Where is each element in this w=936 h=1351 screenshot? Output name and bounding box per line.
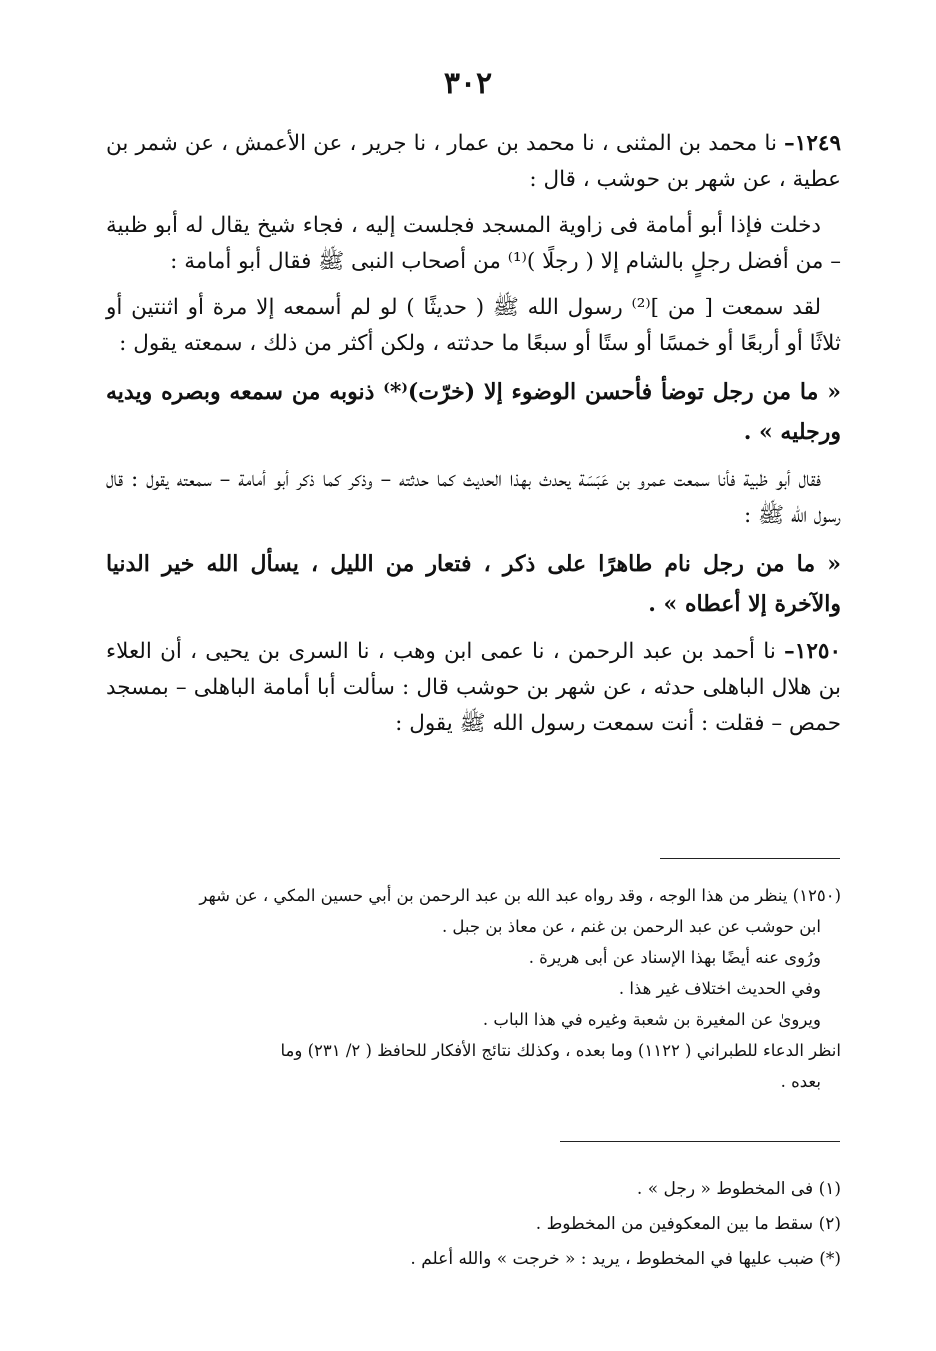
isnad-text: نا أحمد بن عبد الرحمن ، نا عمى ابن وهب ، نا السرى بن يحيى ، أن العلاء بن هلال الباهلى حدثه ، عن شهر بن حوشب قال : سألت أبا أمامة الباهلى – بمسجد حمص – فقلت : أنت سمعت رسول الله ﷺ يقول : bbox=[106, 639, 841, 736]
commentary-block bbox=[106, 880, 841, 1097]
commentary-line: (١٢٥٠) ينظر من هذا الوجه ، وقد رواه عبد الله بن عبد الرحمن بن أبي حسين المكي ، عن شهر bbox=[199, 886, 841, 905]
isnad-text: نا محمد بن المثنى ، نا محمد بن عمار ، نا جرير ، عن الأعمش ، عن شمر بن عطية ، عن شهر بن حوشب ، قال : bbox=[106, 131, 841, 192]
hadith-number: ١٢٤٩– bbox=[784, 131, 841, 156]
footnote: (*) ضبب عليها في المخطوط ، يريد : « خرجت » والله أعلم . bbox=[410, 1249, 841, 1269]
commentary-line: ورُوى عنه أيضًا بهذا الإسناد عن أبى هريرة . bbox=[528, 948, 821, 967]
commentary-line: ويروىٰ عن المغيرة بن شعبة وغيره في هذا الباب . bbox=[482, 1010, 821, 1029]
commentary-line: بعده . bbox=[780, 1072, 821, 1091]
footnote: (٢) سقط ما بين المعكوفين من المخطوط . bbox=[535, 1214, 841, 1234]
hadith-number: ١٢٥٠– bbox=[784, 639, 841, 664]
page-number: ٣٠٢ bbox=[443, 66, 493, 101]
main-text bbox=[106, 126, 841, 752]
footnotes bbox=[106, 1172, 841, 1277]
separator-rule bbox=[560, 1141, 840, 1142]
narration-paragraph: لقد سمعت [ من ]⁽²⁾ رسول الله ﷺ ( حديثًا ) لو لم أسمعه إلا مرة أو اثنتين أو ثلاثًا أو أربعًا أو خمسًا أو ستًا أو سبعًا ما حدثته ، ولكن أكثر من ذلك ، سمعته يقول : bbox=[106, 295, 841, 356]
narration-paragraph: فقال أبو ظبية فأنا سمعت عمرو بن عَبَسَة يحدث بهذا الحديث كما حدثته – وذكر كما ذكر أبو أمامة – سمعته يقول : قال رسول الله ﷺ : bbox=[106, 467, 841, 528]
hadith-1250-isnad bbox=[106, 634, 841, 742]
commentary-line: وفي الحديث اختلاف غير هذا . bbox=[618, 979, 821, 998]
footnote: (١) فى المخطوط « رجل » . bbox=[636, 1179, 841, 1199]
hadith-quote: « ما من رجل توضأ فأحسن الوضوء إلا (خرّت)⁽*⁾ ذنوبه من سمعه وبصره ويديه ورجليه » . bbox=[106, 379, 841, 445]
hadith-quote: « ما من رجل نام طاهرًا على ذكر ، فتعار من الليل ، يسأل الله خير الدنيا والآخرة إلا أعطاه » . bbox=[106, 551, 841, 617]
narration-paragraph: دخلت فإذا أبو أمامة فى زاوية المسجد فجلست إليه ، فجاء شيخ يقال له أبو ظبية – من أفضل رجلٍ بالشام إلا ( رجلًا )⁽¹⁾ من أصحاب النبى ﷺ فقال أبو أمامة : bbox=[106, 213, 841, 274]
separator-rule bbox=[660, 858, 840, 859]
hadith-1249-isnad bbox=[106, 126, 841, 198]
commentary-line: انظر الدعاء للطبراني ( ١١٢٢) وما بعده ، وكذلك نتائج الأفكار للحافظ ( ٢/ ٢٣١) وما bbox=[280, 1041, 841, 1060]
commentary-line: ابن حوشب عن عبد الرحمن بن غنم ، عن معاذ بن جبل . bbox=[441, 917, 821, 936]
